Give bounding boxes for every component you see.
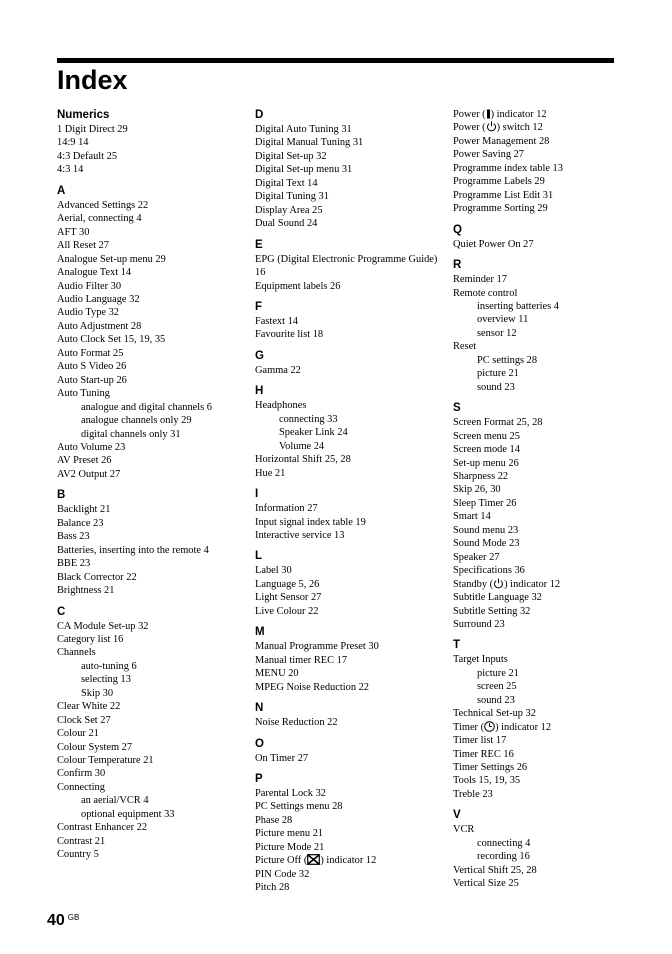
index-subentry: analogue channels only 29 [81, 415, 192, 427]
index-subentry: connecting 33 [279, 413, 338, 425]
index-entry-text: Picture Off ( [255, 855, 308, 867]
index-entry: Digital Manual Tuning 31 [255, 137, 364, 149]
section-heading-m: M [255, 626, 265, 639]
index-entry: Quiet Power On 27 [453, 238, 534, 250]
index-entry: Batteries, inserting into the remote 4 [57, 544, 209, 556]
index-entry: Parental Lock 32 [255, 787, 326, 799]
index-entry: Interactive service 13 [255, 529, 345, 541]
index-subentry: an aerial/VCR 4 [81, 795, 149, 807]
section-heading-g: G [255, 349, 264, 362]
index-entry: 4:3 Default 25 [57, 150, 118, 162]
index-subentry: sensor 12 [477, 327, 517, 339]
index-entry: Bass 23 [57, 531, 90, 543]
section-heading-e: E [255, 238, 263, 251]
index-entry: Colour 21 [57, 728, 99, 740]
index-subentry: optional equipment 33 [81, 808, 175, 820]
index-entry: Light Sensor 27 [255, 592, 322, 604]
title-rule [57, 58, 614, 63]
section-heading-t: T [453, 639, 461, 652]
index-entry: Sharpness 22 [453, 470, 509, 482]
index-entry: Auto Start-up 26 [57, 374, 127, 386]
index-entry-timer [453, 721, 643, 734]
region-code: GB [67, 913, 80, 922]
index-entry: Picture menu 21 [255, 828, 324, 840]
index-entry-power-indicator [453, 108, 643, 121]
index-entry: Screen menu 25 [453, 430, 520, 442]
index-subentry: inserting batteries 4 [477, 300, 559, 312]
index-entry: Digital Text 14 [255, 177, 318, 189]
index-entry: Technical Set-up 32 [453, 708, 536, 720]
index-entry: Picture Mode 21 [255, 841, 325, 853]
index-entry: Tools 15, 19, 35 [453, 775, 521, 787]
index-subentry: Skip 30 [81, 687, 114, 699]
index-entry: Target Inputs [453, 654, 508, 666]
index-entry: Label 30 [255, 565, 292, 577]
index-entry: Favourite list 18 [255, 329, 324, 341]
index-entry: Surround 23 [453, 618, 505, 630]
index-subentry: picture 21 [477, 368, 519, 380]
index-entry: Sleep Timer 26 [453, 497, 517, 509]
page-title: Index [57, 65, 128, 95]
index-entry: AV Preset 26 [57, 455, 112, 467]
index-subentry: recording 16 [477, 851, 530, 863]
index-entry: CA Module Set-up 32 [57, 620, 149, 632]
index-subentry: sound 23 [477, 381, 515, 393]
index-entry: Information 27 [255, 503, 318, 515]
index-entry: Live Colour 22 [255, 605, 319, 617]
index-entry: Treble 23 [453, 788, 493, 800]
index-entry: Advanced Settings 22 [57, 199, 149, 211]
index-entry: AFT 30 [57, 226, 90, 238]
index-entry-text: ) switch 12 [496, 122, 543, 134]
index-subentry: screen 25 [477, 681, 517, 693]
index-entry: Country 5 [57, 849, 99, 861]
index-entry: Sound Mode 23 [453, 538, 520, 550]
index-entry: Equipment labels 26 [255, 280, 341, 292]
index-entry: Manual Programme Preset 30 [255, 641, 379, 653]
index-column-1 [57, 108, 247, 862]
index-entry: Sound menu 23 [453, 524, 519, 536]
section-heading-r: R [453, 259, 462, 272]
index-column-2 [255, 108, 445, 895]
index-entry: Noise Reduction 22 [255, 717, 338, 729]
index-entry: Remote control [453, 287, 518, 299]
index-column-3 [453, 108, 643, 891]
index-entry: Digital Tuning 31 [255, 191, 329, 203]
power-symbol-icon [486, 121, 497, 132]
index-entry: Programme Labels 29 [453, 176, 545, 188]
index-entry: Timer REC 16 [453, 748, 514, 760]
index-entry: BBE 23 [57, 558, 91, 570]
index-subentry: overview 11 [477, 314, 529, 326]
index-subentry: Speaker Link 24 [279, 427, 348, 439]
index-entry: Phase 28 [255, 814, 293, 826]
section-heading-s: S [453, 402, 461, 415]
index-entry: AV2 Output 27 [57, 468, 121, 480]
page-number [47, 911, 79, 931]
index-entry: Timer Settings 26 [453, 762, 528, 774]
index-entry: Screen mode 14 [453, 444, 520, 456]
index-entry: Audio Filter 30 [57, 280, 122, 292]
index-entry: On Timer 27 [255, 752, 309, 764]
index-subentry: selecting 13 [81, 674, 131, 686]
index-entry: Colour Temperature 21 [57, 755, 154, 767]
index-entry: Specifications 36 [453, 565, 525, 577]
index-entry: Connecting [57, 781, 105, 793]
index-entry: Programme Sorting 29 [453, 203, 548, 215]
index-entry-text: ) indicator 12 [320, 855, 377, 867]
index-entry: VCR [453, 824, 475, 836]
index-entry: Audio Language 32 [57, 293, 140, 305]
index-subentry: sound 23 [477, 694, 515, 706]
section-heading-numerics: Numerics [57, 109, 110, 121]
index-entry: EPG (Digital Electronic Programme Guide) 16 [255, 253, 438, 279]
index-entry: Input signal index table 19 [255, 516, 366, 528]
index-entry: Digital Set-up 32 [255, 150, 327, 162]
index-entry: Reset [453, 341, 477, 353]
section-heading-o: O [255, 737, 264, 750]
index-entry: Reminder 17 [453, 274, 507, 286]
index-subentry: connecting 4 [477, 837, 531, 849]
section-heading-p: P [255, 772, 263, 785]
index-entry-text: ) indicator 12 [490, 109, 547, 120]
index-entry-standby [453, 578, 643, 591]
index-entry-picture-off [255, 854, 445, 867]
index-entry: Vertical Size 25 [453, 878, 519, 890]
index-entry: Display Area 25 [255, 204, 323, 216]
index-entry: Programme index table 13 [453, 162, 563, 174]
power-symbol-icon [493, 578, 504, 589]
index-entry: Black Corrector 22 [57, 571, 137, 583]
index-entry: 4:3 14 [57, 164, 84, 176]
section-heading-d: D [255, 109, 264, 121]
index-entry: Speaker 27 [453, 551, 500, 563]
index-entry: Subtitle Language 32 [453, 592, 542, 604]
index-entry: Auto Clock Set 15, 19, 35 [57, 334, 166, 346]
index-entry-text: Power ( [453, 122, 486, 134]
section-heading-c: C [57, 605, 66, 618]
index-entry: All Reset 27 [57, 240, 109, 252]
index-entry: Skip 26, 30 [453, 484, 501, 496]
index-entry-text: Timer ( [453, 721, 485, 733]
index-entry: Gamma 22 [255, 364, 301, 376]
index-entry: PIN Code 32 [255, 868, 310, 880]
index-entry: Pitch 28 [255, 882, 290, 894]
index-entry: 1 Digit Direct 29 [57, 124, 128, 135]
index-entry: Fastext 14 [255, 315, 299, 327]
index-entry: Brightness 21 [57, 585, 115, 597]
section-heading-b: B [57, 489, 66, 502]
index-entry: Power Management 28 [453, 135, 550, 147]
index-entry: Auto Format 25 [57, 347, 124, 359]
index-entry: Timer list 17 [453, 735, 507, 747]
index-entry: Backlight 21 [57, 504, 111, 516]
section-heading-h: H [255, 385, 264, 398]
index-entry-text: Standby ( [453, 578, 494, 590]
index-entry: Power Saving 27 [453, 149, 524, 161]
index-entry: Horizontal Shift 25, 28 [255, 454, 351, 466]
index-subentry: PC settings 28 [477, 354, 538, 366]
index-entry: Analogue Set-up menu 29 [57, 253, 166, 265]
index-entry: MPEG Noise Reduction 22 [255, 681, 370, 693]
index-entry: Clock Set 27 [57, 714, 111, 726]
index-entry: 14:9 14 [57, 137, 89, 149]
index-entry: Screen Format 25, 28 [453, 417, 543, 429]
index-subentry: Volume 24 [279, 440, 325, 452]
index-entry: Digital Auto Tuning 31 [255, 124, 352, 135]
index-entry: Audio Type 32 [57, 307, 119, 319]
index-entry: Hue 21 [255, 467, 286, 479]
index-subentry: auto-tuning 6 [81, 660, 137, 672]
index-entry: Clear White 22 [57, 701, 121, 713]
index-entry: PC Settings menu 28 [255, 801, 343, 813]
index-entry: Headphones [255, 400, 307, 412]
index-entry: Analogue Text 14 [57, 267, 132, 279]
section-heading-n: N [255, 702, 264, 715]
section-heading-q: Q [453, 223, 462, 236]
index-entry-text: ) indicator 12 [495, 721, 552, 733]
index-subentry: analogue and digital channels 6 [81, 401, 212, 413]
section-heading-l: L [255, 550, 263, 563]
section-heading-i: I [255, 488, 259, 501]
index-entry: Colour System 27 [57, 741, 133, 753]
picture-off-icon [307, 854, 320, 865]
index-entry: Auto Adjustment 28 [57, 320, 142, 332]
index-entry: Category list 16 [57, 633, 124, 645]
index-entry: MENU 20 [255, 668, 299, 680]
index-entry: Contrast 21 [57, 835, 106, 847]
timer-clock-icon [484, 721, 495, 732]
index-entry: Confirm 30 [57, 768, 106, 780]
index-entry: Auto Tuning [57, 388, 110, 400]
index-entry: Aerial, connecting 4 [57, 213, 142, 225]
section-heading-f: F [255, 300, 263, 313]
index-entry: Language 5, 26 [255, 578, 320, 590]
section-heading-v: V [453, 809, 461, 822]
index-subentry: picture 21 [477, 667, 519, 679]
index-entry: Auto Volume 23 [57, 441, 126, 453]
index-entry: Dual Sound 24 [255, 218, 318, 230]
index-entry: Auto S Video 26 [57, 361, 127, 373]
index-entry-text: Power ( [453, 109, 486, 120]
index-entry: Vertical Shift 25, 28 [453, 864, 537, 876]
index-entry: Contrast Enhancer 22 [57, 822, 148, 834]
index-entry: Programme List Edit 31 [453, 189, 554, 201]
index-entry: Subtitle Setting 32 [453, 605, 531, 617]
index-entry: Set-up menu 26 [453, 457, 519, 469]
section-heading-a: A [57, 184, 66, 197]
index-subentry: digital channels only 31 [81, 428, 181, 440]
index-entry-text: ) indicator 12 [504, 578, 561, 590]
index-entry-power-switch [453, 121, 643, 134]
page-number-value: 40 [47, 912, 65, 929]
index-entry: Channels [57, 647, 96, 659]
index-entry: Digital Set-up menu 31 [255, 164, 353, 176]
index-entry: Smart 14 [453, 511, 491, 523]
index-entry: Balance 23 [57, 517, 104, 529]
index-entry: Manual timer REC 17 [255, 654, 348, 666]
